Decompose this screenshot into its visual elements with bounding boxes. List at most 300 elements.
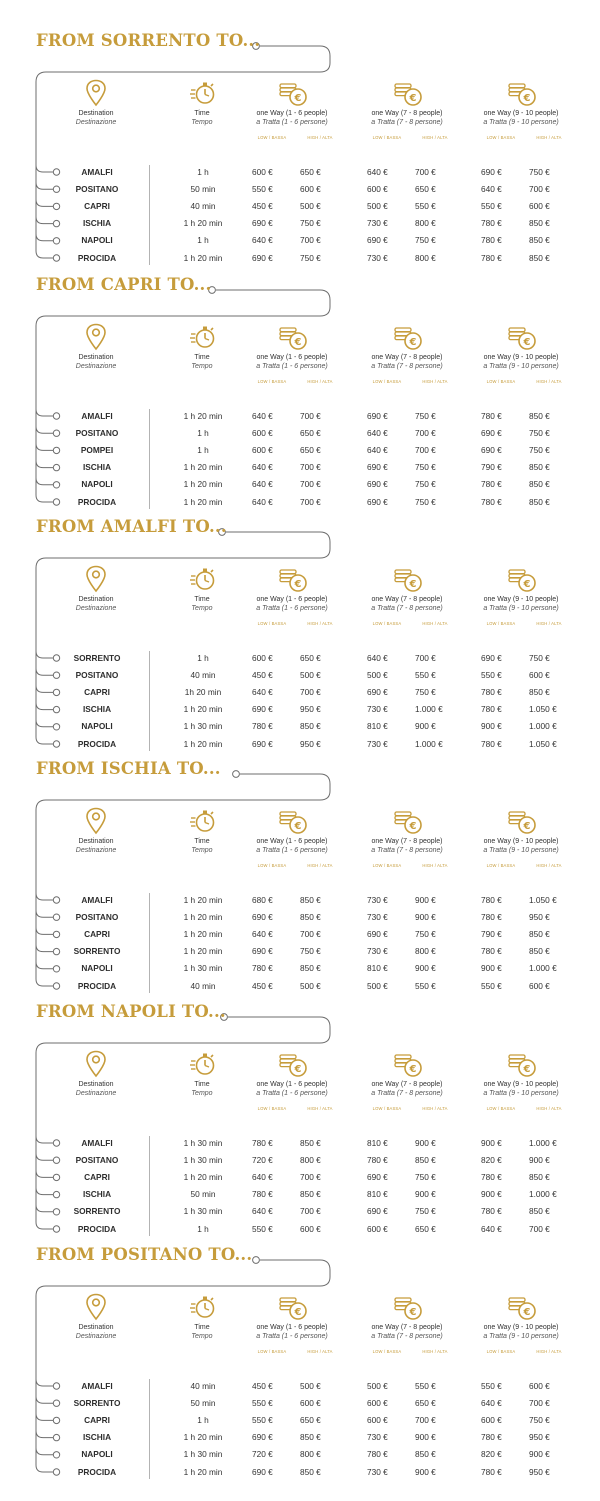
price-high: 700 €	[300, 496, 321, 507]
price-low: 730 €	[367, 946, 388, 957]
price-high: 750 €	[415, 1206, 436, 1217]
price-low: 780 €	[481, 1171, 502, 1182]
group-header-it: a Tratta (9 - 10 persone)	[483, 604, 559, 612]
svg-text:€: €	[523, 1307, 531, 1318]
price-high: 900 €	[415, 1466, 436, 1477]
group-header-en: one Way (1 - 6 people)	[256, 1324, 328, 1331]
price-high: 750 €	[415, 235, 436, 246]
table-row	[0, 215, 600, 232]
euro-coins-icon	[507, 1293, 537, 1321]
euro-coins-icon	[507, 565, 537, 593]
group-header-en: one Way (7 - 8 people)	[371, 110, 443, 117]
group-header-it: a Tratta (1 - 6 persone)	[256, 118, 328, 126]
price-high: 850 €	[529, 235, 550, 246]
high-season-label: HIGH / ALTA	[307, 1349, 333, 1354]
group-header	[465, 596, 577, 613]
svg-text:€: €	[409, 1307, 417, 1318]
price-low: 780 €	[367, 1154, 388, 1165]
table-row	[0, 442, 600, 459]
travel-time: 1 h 20 min	[183, 928, 223, 939]
price-high: 950 €	[300, 738, 321, 749]
price-high: 850 €	[529, 218, 550, 229]
price-low: 550 €	[481, 1380, 502, 1391]
price-high: 850 €	[415, 1154, 436, 1165]
price-high: 950 €	[529, 911, 550, 922]
euro-coins-icon	[507, 79, 537, 107]
price-low: 600 €	[252, 652, 273, 663]
price-high: 900 €	[529, 1449, 550, 1460]
price-high: 900 €	[415, 911, 436, 922]
high-season-label: HIGH / ALTA	[536, 379, 562, 384]
travel-time: 1 h 20 min	[183, 1171, 223, 1182]
price-high: 750 €	[300, 252, 321, 263]
destination-name: POSITANO	[75, 427, 119, 438]
price-low: 690 €	[367, 1171, 388, 1182]
time-header-it: Tempo	[191, 846, 213, 854]
group-header-it: a Tratta (1 - 6 persone)	[256, 604, 328, 612]
group-header-en: one Way (1 - 6 people)	[256, 110, 328, 117]
table-row	[0, 1395, 600, 1412]
travel-time: 1 h 20 min	[183, 218, 223, 229]
high-season-label: HIGH / ALTA	[536, 863, 562, 868]
euro-coins-icon	[393, 323, 423, 351]
price-high: 850 €	[529, 686, 550, 697]
low-season-label: LOW / BASSA	[257, 621, 287, 626]
price-low: 780 €	[481, 911, 502, 922]
high-season-label: HIGH / ALTA	[422, 1349, 448, 1354]
price-high: 600 €	[300, 183, 321, 194]
destination-header-en: Destination	[78, 354, 114, 361]
group-header-en: one Way (9 - 10 people)	[483, 838, 559, 845]
table-row	[0, 736, 600, 753]
price-low: 640 €	[252, 1171, 273, 1182]
low-season-label: LOW / BASSA	[257, 1106, 287, 1111]
euro-coins-icon	[507, 807, 537, 835]
group-header-it: a Tratta (9 - 10 persone)	[483, 1089, 559, 1097]
price-low: 500 €	[367, 1380, 388, 1391]
table-row	[0, 494, 600, 511]
price-high: 550 €	[415, 200, 436, 211]
travel-time: 1 h 30 min	[183, 1449, 223, 1460]
low-season-label: LOW / BASSA	[257, 135, 287, 140]
price-low: 780 €	[481, 410, 502, 421]
price-low: 600 €	[367, 183, 388, 194]
price-low: 640 €	[252, 235, 273, 246]
table-row	[0, 718, 600, 735]
price-low: 640 €	[252, 462, 273, 473]
travel-time: 1 h	[197, 1223, 209, 1234]
price-high: 850 €	[529, 462, 550, 473]
price-high: 750 €	[415, 928, 436, 939]
euro-coins-icon	[507, 323, 537, 351]
location-pin-icon	[85, 565, 107, 593]
price-high: 650 €	[415, 1397, 436, 1408]
price-low: 550 €	[252, 1223, 273, 1234]
high-season-label: HIGH / ALTA	[536, 1106, 562, 1111]
group-header	[236, 110, 348, 127]
price-high: 700 €	[415, 427, 436, 438]
group-header-en: one Way (7 - 8 people)	[371, 354, 443, 361]
group-header-it: a Tratta (9 - 10 persone)	[483, 118, 559, 126]
price-high: 700 €	[415, 1414, 436, 1425]
destination-header-en: Destination	[78, 1081, 114, 1088]
price-high: 750 €	[529, 652, 550, 663]
price-high: 700 €	[415, 166, 436, 177]
destination-header-it: Destinazione	[75, 1332, 117, 1340]
group-header	[465, 1081, 577, 1098]
section-title: FROM AMALFI TO...	[36, 517, 227, 536]
destination-header	[56, 838, 136, 855]
travel-time: 1 h	[197, 1414, 209, 1425]
price-low: 780 €	[481, 235, 502, 246]
destination-name: CAPRI	[84, 1171, 110, 1182]
table-row	[0, 425, 600, 442]
price-high: 750 €	[529, 1414, 550, 1425]
price-high: 900 €	[415, 963, 436, 974]
destination-header	[56, 1324, 136, 1341]
price-low: 640 €	[367, 166, 388, 177]
price-low: 550 €	[481, 980, 502, 991]
stopwatch-icon	[190, 80, 216, 106]
destination-name: SORRENTO	[73, 946, 121, 957]
svg-text:€: €	[294, 821, 302, 832]
destination-name: NAPOLI	[81, 235, 113, 246]
stopwatch-icon	[190, 566, 216, 592]
price-low: 900 €	[481, 1137, 502, 1148]
price-high: 850 €	[529, 252, 550, 263]
destination-name: AMALFI	[81, 1380, 113, 1391]
price-low: 690 €	[367, 686, 388, 697]
price-low: 690 €	[367, 1206, 388, 1217]
group-header	[236, 354, 348, 371]
high-season-label: HIGH / ALTA	[307, 135, 333, 140]
table-row	[0, 250, 600, 267]
price-low: 900 €	[481, 721, 502, 732]
svg-text:€: €	[523, 93, 531, 104]
price-high: 850 €	[300, 721, 321, 732]
euro-coins-icon	[393, 1050, 423, 1078]
price-high: 950 €	[529, 1466, 550, 1477]
price-low: 790 €	[481, 462, 502, 473]
price-high: 700 €	[300, 1206, 321, 1217]
destination-name: PROCIDA	[77, 252, 117, 263]
location-pin-icon	[85, 1050, 107, 1078]
section-title: FROM SORRENTO TO...	[36, 31, 261, 50]
svg-text:€: €	[409, 579, 417, 590]
low-season-label: LOW / BASSA	[486, 379, 516, 384]
section-title: FROM POSITANO TO...	[36, 1245, 253, 1264]
price-high: 800 €	[300, 1449, 321, 1460]
price-high: 1.000 €	[415, 738, 443, 749]
price-low: 820 €	[481, 1154, 502, 1165]
euro-coins-icon	[393, 807, 423, 835]
low-season-label: LOW / BASSA	[257, 379, 287, 384]
price-high: 550 €	[415, 669, 436, 680]
price-high: 850 €	[300, 894, 321, 905]
group-header-en: one Way (1 - 6 people)	[256, 838, 328, 845]
price-low: 810 €	[367, 1137, 388, 1148]
price-low: 780 €	[252, 1189, 273, 1200]
route-section	[0, 276, 600, 508]
price-high: 650 €	[300, 427, 321, 438]
price-high: 700 €	[415, 444, 436, 455]
price-high: 650 €	[300, 444, 321, 455]
group-header-it: a Tratta (7 - 8 persone)	[371, 1332, 443, 1340]
time-header-it: Tempo	[191, 362, 213, 370]
table-row	[0, 1203, 600, 1220]
price-high: 1.000 €	[529, 963, 557, 974]
group-header	[351, 354, 463, 371]
price-high: 500 €	[300, 200, 321, 211]
group-header	[236, 1324, 348, 1341]
price-low: 690 €	[252, 1432, 273, 1443]
destination-header-en: Destination	[78, 596, 114, 603]
travel-time: 1 h 20 min	[183, 911, 223, 922]
low-season-label: LOW / BASSA	[486, 621, 516, 626]
table-row	[0, 667, 600, 684]
table-row	[0, 892, 600, 909]
time-header	[172, 354, 232, 371]
price-low: 730 €	[367, 704, 388, 715]
price-high: 850 €	[300, 1137, 321, 1148]
destination-name: PROCIDA	[77, 496, 117, 507]
section-title: FROM CAPRI TO...	[36, 275, 212, 294]
table-row	[0, 1152, 600, 1169]
table-row	[0, 1221, 600, 1238]
group-header-it: a Tratta (9 - 10 persone)	[483, 362, 559, 370]
price-high: 1.000 €	[529, 1189, 557, 1200]
price-high: 850 €	[300, 963, 321, 974]
table-row	[0, 1446, 600, 1463]
price-low: 640 €	[481, 1223, 502, 1234]
svg-text:€: €	[523, 337, 531, 348]
price-low: 720 €	[252, 1449, 273, 1460]
price-high: 750 €	[300, 946, 321, 957]
price-high: 750 €	[529, 444, 550, 455]
time-header	[172, 838, 232, 855]
price-high: 1.000 €	[415, 704, 443, 715]
svg-text:€: €	[409, 1064, 417, 1075]
price-high: 850 €	[529, 928, 550, 939]
group-header-en: one Way (1 - 6 people)	[256, 1081, 328, 1088]
high-season-label: HIGH / ALTA	[422, 379, 448, 384]
price-high: 850 €	[415, 1449, 436, 1460]
price-high: 1.000 €	[529, 1137, 557, 1148]
price-low: 780 €	[252, 721, 273, 732]
destination-name: PROCIDA	[77, 1223, 117, 1234]
price-low: 640 €	[252, 928, 273, 939]
price-low: 690 €	[367, 928, 388, 939]
price-low: 730 €	[367, 1466, 388, 1477]
group-header-en: one Way (7 - 8 people)	[371, 1324, 443, 1331]
travel-time: 1 h 20 min	[183, 704, 223, 715]
travel-time: 1 h 20 min	[183, 479, 223, 490]
price-high: 850 €	[529, 1206, 550, 1217]
price-low: 680 €	[252, 894, 273, 905]
table-row	[0, 1412, 600, 1429]
low-season-label: LOW / BASSA	[486, 1349, 516, 1354]
destination-name: ISCHIA	[82, 704, 112, 715]
travel-time: 1 h 30 min	[183, 1206, 223, 1217]
time-header	[172, 1324, 232, 1341]
price-low: 780 €	[481, 1206, 502, 1217]
price-high: 850 €	[529, 479, 550, 490]
destination-header	[56, 1081, 136, 1098]
price-high: 900 €	[529, 1154, 550, 1165]
location-pin-icon	[85, 1293, 107, 1321]
price-high: 850 €	[529, 496, 550, 507]
euro-coins-icon	[278, 79, 308, 107]
travel-time: 1 h 20 min	[183, 496, 223, 507]
price-low: 780 €	[481, 218, 502, 229]
price-low: 780 €	[481, 946, 502, 957]
price-low: 600 €	[252, 166, 273, 177]
price-high: 850 €	[300, 1466, 321, 1477]
price-high: 750 €	[415, 1171, 436, 1182]
price-high: 750 €	[529, 166, 550, 177]
price-low: 640 €	[252, 496, 273, 507]
travel-time: 1 h 30 min	[183, 963, 223, 974]
price-high: 500 €	[300, 980, 321, 991]
group-header-it: a Tratta (7 - 8 persone)	[371, 362, 443, 370]
travel-time: 50 min	[190, 1189, 216, 1200]
price-low: 780 €	[481, 252, 502, 263]
svg-text:€: €	[409, 337, 417, 348]
price-low: 640 €	[367, 652, 388, 663]
price-low: 690 €	[252, 738, 273, 749]
svg-text:€: €	[294, 1307, 302, 1318]
group-header-it: a Tratta (9 - 10 persone)	[483, 846, 559, 854]
price-low: 690 €	[252, 218, 273, 229]
high-season-label: HIGH / ALTA	[422, 621, 448, 626]
destination-header	[56, 596, 136, 613]
price-high: 700 €	[300, 928, 321, 939]
destination-name: CAPRI	[84, 200, 110, 211]
destination-name: POMPEI	[80, 444, 114, 455]
price-low: 780 €	[481, 1466, 502, 1477]
destination-name: SORRENTO	[73, 1206, 121, 1217]
price-high: 900 €	[415, 1189, 436, 1200]
destination-header-it: Destinazione	[75, 1089, 117, 1097]
stopwatch-icon	[190, 808, 216, 834]
price-high: 550 €	[415, 980, 436, 991]
price-high: 800 €	[415, 252, 436, 263]
price-low: 690 €	[481, 652, 502, 663]
travel-time: 1 h 30 min	[183, 1137, 223, 1148]
price-low: 550 €	[481, 200, 502, 211]
price-low: 780 €	[481, 1432, 502, 1443]
group-header	[351, 1081, 463, 1098]
price-low: 690 €	[252, 252, 273, 263]
price-low: 450 €	[252, 1380, 273, 1391]
travel-time: 1 h 20 min	[183, 462, 223, 473]
price-high: 850 €	[529, 946, 550, 957]
euro-coins-icon	[393, 79, 423, 107]
destination-name: AMALFI	[81, 410, 113, 421]
price-high: 1.050 €	[529, 704, 557, 715]
high-season-label: HIGH / ALTA	[422, 863, 448, 868]
price-high: 900 €	[415, 1432, 436, 1443]
route-section	[0, 518, 600, 750]
travel-time: 1 h 30 min	[183, 721, 223, 732]
price-high: 500 €	[300, 669, 321, 680]
svg-text:€: €	[294, 93, 302, 104]
price-high: 650 €	[300, 652, 321, 663]
svg-text:€: €	[294, 579, 302, 590]
price-high: 800 €	[415, 218, 436, 229]
table-row	[0, 909, 600, 926]
price-low: 780 €	[481, 894, 502, 905]
low-season-label: LOW / BASSA	[486, 135, 516, 140]
price-low: 640 €	[252, 686, 273, 697]
stopwatch-icon	[190, 324, 216, 350]
table-row	[0, 459, 600, 476]
price-low: 450 €	[252, 669, 273, 680]
euro-coins-icon	[393, 565, 423, 593]
travel-time: 40 min	[190, 980, 216, 991]
group-header-en: one Way (7 - 8 people)	[371, 1081, 443, 1088]
euro-coins-icon	[278, 565, 308, 593]
destination-name: NAPOLI	[81, 1449, 113, 1460]
destination-header	[56, 110, 136, 127]
price-high: 700 €	[300, 235, 321, 246]
price-low: 500 €	[367, 200, 388, 211]
price-high: 1.050 €	[529, 894, 557, 905]
price-low: 690 €	[252, 704, 273, 715]
price-low: 550 €	[252, 183, 273, 194]
price-high: 600 €	[529, 980, 550, 991]
price-low: 780 €	[367, 1449, 388, 1460]
time-header	[172, 1081, 232, 1098]
destination-header	[56, 354, 136, 371]
time-header-it: Tempo	[191, 1089, 213, 1097]
group-header	[236, 596, 348, 613]
time-header-it: Tempo	[191, 1332, 213, 1340]
destination-name: POSITANO	[75, 911, 119, 922]
route-section	[0, 32, 600, 264]
price-low: 550 €	[481, 669, 502, 680]
low-season-label: LOW / BASSA	[486, 1106, 516, 1111]
travel-time: 1 h	[197, 235, 209, 246]
destination-name: ISCHIA	[82, 462, 112, 473]
price-low: 690 €	[367, 235, 388, 246]
travel-time: 40 min	[190, 1380, 216, 1391]
price-low: 600 €	[367, 1223, 388, 1234]
location-pin-icon	[85, 807, 107, 835]
table-row	[0, 978, 600, 995]
price-low: 690 €	[367, 410, 388, 421]
price-low: 900 €	[481, 963, 502, 974]
table-row	[0, 476, 600, 493]
price-high: 600 €	[300, 1397, 321, 1408]
price-low: 640 €	[252, 1206, 273, 1217]
group-header	[351, 1324, 463, 1341]
low-season-label: LOW / BASSA	[486, 863, 516, 868]
destination-name: AMALFI	[81, 166, 113, 177]
travel-time: 40 min	[190, 200, 216, 211]
price-low: 690 €	[367, 496, 388, 507]
destination-name: CAPRI	[84, 1414, 110, 1425]
travel-time: 1 h 20 min	[183, 946, 223, 957]
table-row	[0, 960, 600, 977]
group-header	[465, 838, 577, 855]
table-row	[0, 1186, 600, 1203]
price-high: 700 €	[300, 1171, 321, 1182]
low-season-label: LOW / BASSA	[372, 1349, 402, 1354]
euro-coins-icon	[507, 1050, 537, 1078]
low-season-label: LOW / BASSA	[372, 1106, 402, 1111]
price-high: 700 €	[529, 183, 550, 194]
